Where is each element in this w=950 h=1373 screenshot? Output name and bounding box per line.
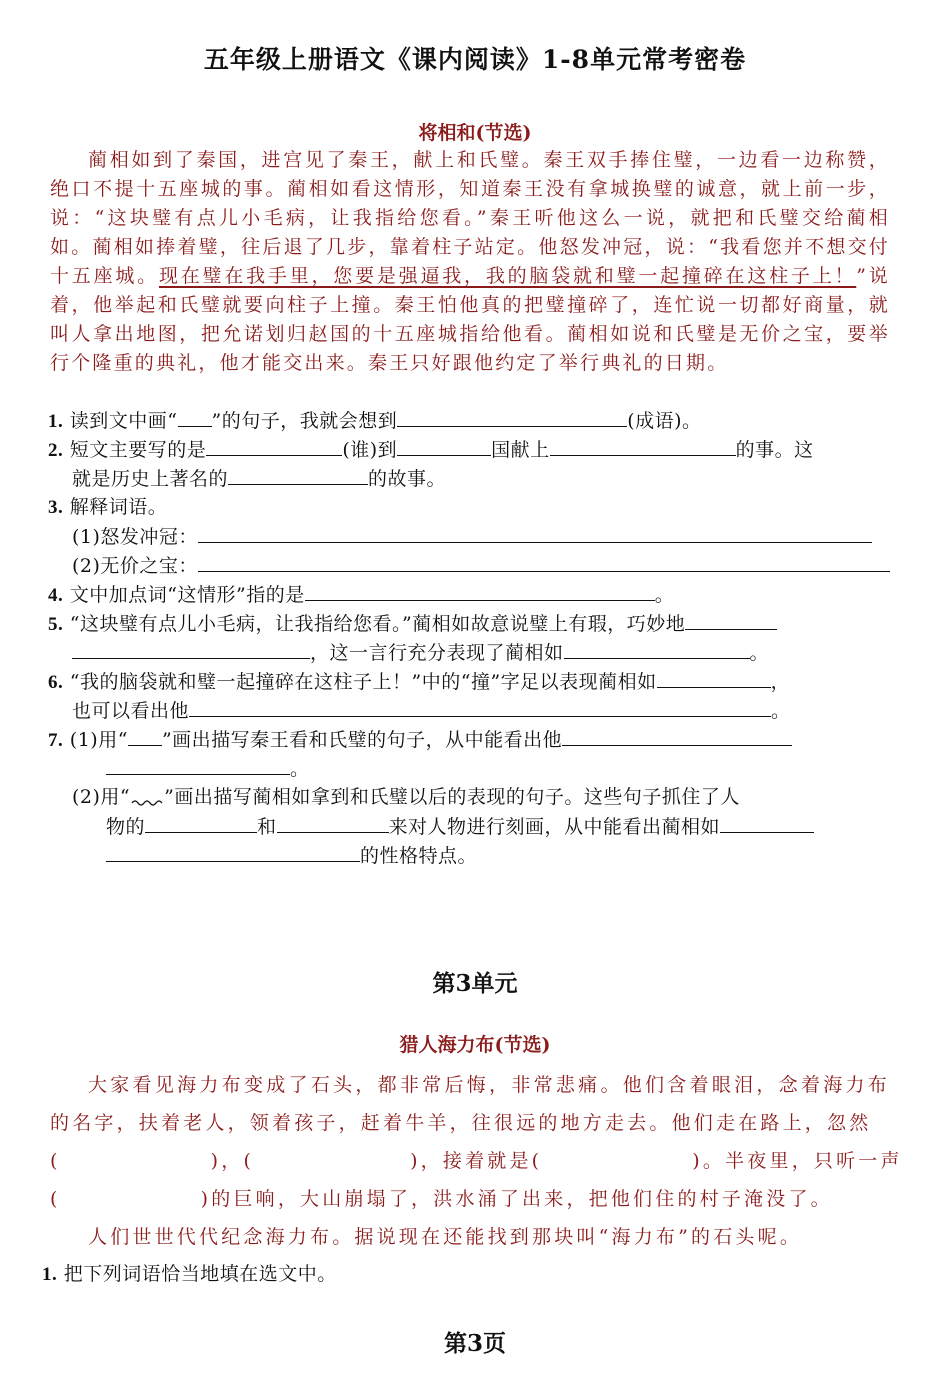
answer-blank[interactable] xyxy=(277,812,389,833)
question-number: 2. xyxy=(48,440,64,461)
question-text: “这块璧有点儿小毛病，让我指给您看。”蔺相如故意说璧上有瑕，巧妙地 xyxy=(69,613,686,635)
answer-blank[interactable] xyxy=(305,580,655,601)
underlined-sentence: 现在璧在我手里，您要是强逼我，我的脑袋就和璧一起撞碎在这柱子上！ xyxy=(158,265,857,287)
passage-text-b: ”说着，他举起和氏璧就要向柱子上撞。秦王怕他真的把璧撞碎了，连忙说一切都好商量，就叫人拿出地图，把允诺划归赵国的十五座城指给他看。蔺相如说和氏璧是无价之宝，要举行个隆重的典礼，他才能交出来。秦王只好跟他约定了举行典礼的日期。 xyxy=(50,265,890,374)
question-1 xyxy=(48,406,702,436)
answer-blank[interactable] xyxy=(550,435,736,456)
question-text: 的事。这 xyxy=(735,439,814,461)
question-text: 的故事。 xyxy=(368,468,447,490)
question-7-2 xyxy=(72,783,740,812)
question-2-1 xyxy=(42,1260,337,1289)
question-text: 文中加点词“这情形”指的是 xyxy=(69,584,305,606)
answer-blank[interactable] xyxy=(562,725,792,746)
document-title: 五年级上册语文《课内阅读》1-8单元常考密卷 xyxy=(203,45,747,74)
question-text: (1)怒发冲冠： xyxy=(72,526,198,548)
question-text: ”画出描写蔺相如拿到和氏璧以后的表现的句子。这些句子抓住了人 xyxy=(164,786,740,808)
passage-jiangxianghe xyxy=(50,146,890,378)
line-marker-straight xyxy=(128,725,162,746)
question-text: 物的 xyxy=(106,816,146,838)
question-number: 1. xyxy=(42,1264,58,1285)
passage-text-a: 蔺相如到了秦国，进宫见了秦王，献上和氏璧。秦王双手捧住璧，一边看一边称赞，绝口不提十五座城的事。蔺相如看这情形，知道秦王没有拿城换璧的诚意，就上前一步，说：“这块璧有点儿小毛病，让我指给您看。”秦王听他这么一说，就把和氏璧交给蔺相如。蔺相如捧着璧，往后退了几步，靠着柱子站定。他怒发冲冠，说：“我看您并不想交付十五座城。 xyxy=(50,149,890,287)
question-6-cont xyxy=(72,696,791,726)
passage-lierenhailibu xyxy=(50,1066,903,1256)
answer-blank[interactable] xyxy=(189,696,771,717)
question-text: (谁)到 xyxy=(342,439,398,461)
question-7-2-cont xyxy=(106,812,814,842)
page-number: 第3页 xyxy=(443,1330,506,1357)
question-3 xyxy=(48,493,167,522)
question-text: 来对人物进行刻画，从中能看出蔺相如 xyxy=(388,816,721,838)
question-text: 也可以看出他 xyxy=(72,700,190,722)
answer-blank[interactable] xyxy=(720,812,814,833)
question-4 xyxy=(48,580,674,610)
question-text: (2)无价之宝： xyxy=(72,555,198,577)
unit-heading: 第3单元 xyxy=(432,970,518,997)
question-text: 就是历史上著名的 xyxy=(72,468,229,490)
answer-blank[interactable] xyxy=(685,609,777,630)
question-number: 7. xyxy=(48,730,64,751)
question-text: 。 xyxy=(654,584,675,606)
paren: ( xyxy=(50,1188,61,1210)
paren: ( xyxy=(50,1150,61,1172)
question-5-cont xyxy=(72,638,769,668)
passage-title-lierenhailibu: 猎人海力布(节选) xyxy=(399,1034,551,1056)
answer-blank[interactable] xyxy=(228,464,368,485)
question-number: 6. xyxy=(48,672,64,693)
question-text: 读到文中画“ xyxy=(69,410,178,432)
question-text: ， xyxy=(770,671,791,693)
answer-blank[interactable] xyxy=(198,522,872,543)
question-text: ”画出描写秦王看和氏璧的句子，从中能看出他 xyxy=(161,729,563,751)
question-2 xyxy=(48,435,814,465)
line-marker-wavy xyxy=(130,783,164,812)
question-number: 4. xyxy=(48,585,64,606)
question-2-cont xyxy=(72,464,446,494)
answer-blank[interactable] xyxy=(397,435,491,456)
passage-paragraph-2: 人们世世代代纪念海力布。据说现在还能找到那块叫“海力布”的石头呢。 xyxy=(88,1226,803,1248)
question-text: 和 xyxy=(257,816,277,838)
passage-line-blanks-2 xyxy=(50,1180,890,1218)
answer-blank[interactable] xyxy=(72,638,310,659)
question-7-1-cont xyxy=(106,754,310,784)
answer-blank[interactable] xyxy=(198,551,890,572)
question-5 xyxy=(48,609,777,639)
passage-paragraph-1: 大家看见海力布变成了石头，都非常后悔，非常悲痛。他们含着眼泪，念着海力布的名字，扶着老人，领着孩子，赶着牛羊，往很远的地方走去。他们走在路上，忽然 xyxy=(50,1074,890,1134)
question-text: 把下列词语恰当地填在选文中。 xyxy=(63,1263,337,1285)
answer-blank[interactable] xyxy=(106,754,290,775)
question-6 xyxy=(48,667,790,697)
answer-blank[interactable] xyxy=(657,667,771,688)
question-text: (成语)。 xyxy=(627,410,702,432)
question-text: ”的句子，我就会想到 xyxy=(211,410,398,432)
question-text: ，这一言行充分表现了蔺相如 xyxy=(310,642,564,664)
passage-title-jiangxianghe: 将相和(节选) xyxy=(418,122,532,144)
passage-line-blanks-1 xyxy=(50,1142,903,1180)
question-text: (1)用“ xyxy=(69,729,128,751)
answer-blank[interactable] xyxy=(564,638,750,659)
question-number: 3. xyxy=(48,497,64,518)
question-7-2-cont2 xyxy=(106,841,477,871)
question-text: 的性格特点。 xyxy=(360,845,478,867)
paren: )，( xyxy=(210,1150,255,1172)
question-number: 5. xyxy=(48,614,64,635)
passage-text: )的巨响，大山崩塌了，洪水涌了出来，把他们住的村子淹没了。 xyxy=(200,1188,833,1210)
paren: )。半夜里，只听一声 xyxy=(692,1150,903,1172)
answer-blank[interactable] xyxy=(145,812,257,833)
question-7 xyxy=(48,725,792,755)
question-text: 。 xyxy=(771,700,791,722)
answer-blank[interactable] xyxy=(178,406,212,427)
question-text: “我的脑袋就和璧一起撞碎在这柱子上！”中的“撞”字足以表现蔺相如 xyxy=(69,671,657,693)
question-3-1 xyxy=(72,522,872,552)
answer-blank[interactable] xyxy=(106,841,360,862)
paren: )，接着就是( xyxy=(410,1150,543,1172)
question-text: 。 xyxy=(749,642,770,664)
question-text: 国献上 xyxy=(491,439,550,461)
question-number: 1. xyxy=(48,411,64,432)
question-text: 短文主要写的是 xyxy=(69,439,207,461)
question-3-2 xyxy=(72,551,890,581)
question-text: 解释词语。 xyxy=(69,496,168,518)
answer-blank[interactable] xyxy=(206,435,342,456)
question-text: (2)用“ xyxy=(72,786,131,808)
answer-blank[interactable] xyxy=(397,406,627,427)
question-text: 。 xyxy=(290,758,310,780)
